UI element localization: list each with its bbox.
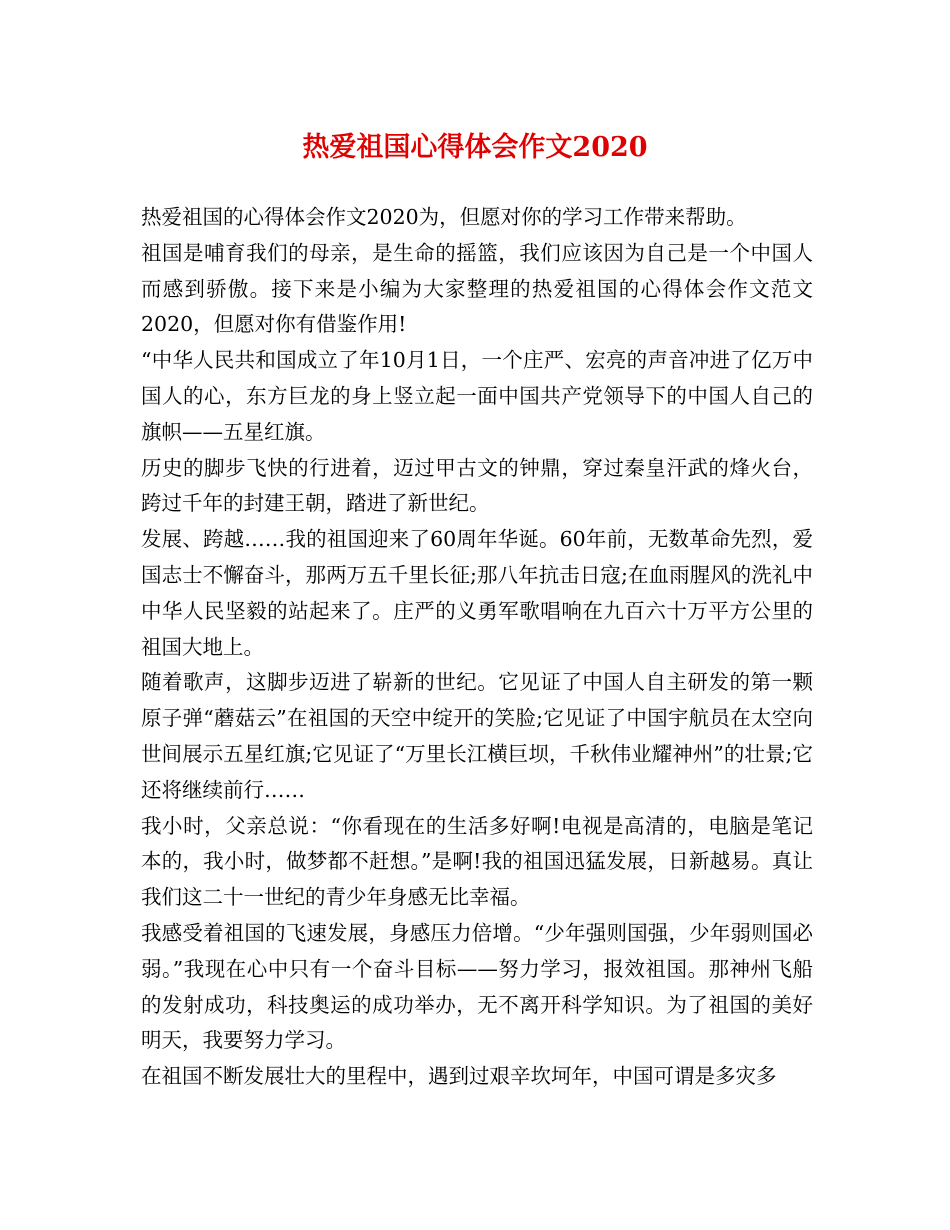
paragraph-intro: 热爱祖国的心得体会作文2020为，但愿对你的学习工作带来帮助。 <box>141 205 747 229</box>
paragraph-hardships: 在祖国不断发展壮大的里程中，遇到过艰辛坎坷年，中国可谓是多灾多 <box>141 1064 777 1089</box>
paragraph-goal: 我感受着祖国的飞速发展，身感压力倍增。“少年强则国强，少年弱则国必弱。”我现在心中只有一个奋斗目标——努力学习，报效祖国。那神州飞船的发射成功，科技奥运的成功举办，无不离开科学知识。为了祖国的美好明天，我要努力学习。 <box>141 920 813 1053</box>
paragraph-new-century: 随着歌声，这脚步迈进了崭新的世纪。它见证了中国人自主研发的第一颗原子弹“蘑菇云”在祖国的天空中绽开的笑脸;它见证了中国宇航员在太空向世间展示五星红旗;它见证了“万里长江横巨坝，千秋伟业耀神州”的壮景;它还将继续前行…… <box>141 670 813 802</box>
paragraph-history: 历史的脚步飞快的行进着，迈过甲古文的钟鼎，穿过秦皇汗武的烽火台，跨过千年的封建王朝，踏进了新世纪。 <box>141 455 813 516</box>
paragraph-development: 发展、跨越……我的祖国迎来了60周年华诞。60年前，无数革命先烈，爱国志士不懈奋斗，那两万五千里长征;那八年抗击日寇;在血雨腥风的洗礼中中华人民坚毅的站起来了。庄严的义勇军歌唱响在九百六十万平方公里的祖国大地上。 <box>141 527 813 659</box>
paragraph-childhood: 我小时，父亲总说：“你看现在的生活多好啊!电视是高清的，电脑是笔记本的，我小时，做梦都不赶想。”是啊!我的祖国迅猛发展，日新越易。真让我们这二十一世纪的青少年身感无比幸福。 <box>141 813 813 910</box>
paragraph-founding: “中华人民共和国成立了年10月1日，一个庄严、宏亮的声音冲进了亿万中国人的心，东方巨龙的身上竖立起一面中国共产党领导下的中国人自己的旗帜——五星红旗。 <box>141 348 813 444</box>
document-body <box>141 200 813 1095</box>
paragraph-motherland: 祖国是哺育我们的母亲，是生命的摇篮，我们应该因为自己是一个中国人而感到骄傲。接下来是小编为大家整理的热爱祖国的心得体会作文范文2020，但愿对你有借鉴作用! <box>141 240 813 337</box>
document-title: 热爱祖国心得体会作文2020 <box>302 132 648 163</box>
